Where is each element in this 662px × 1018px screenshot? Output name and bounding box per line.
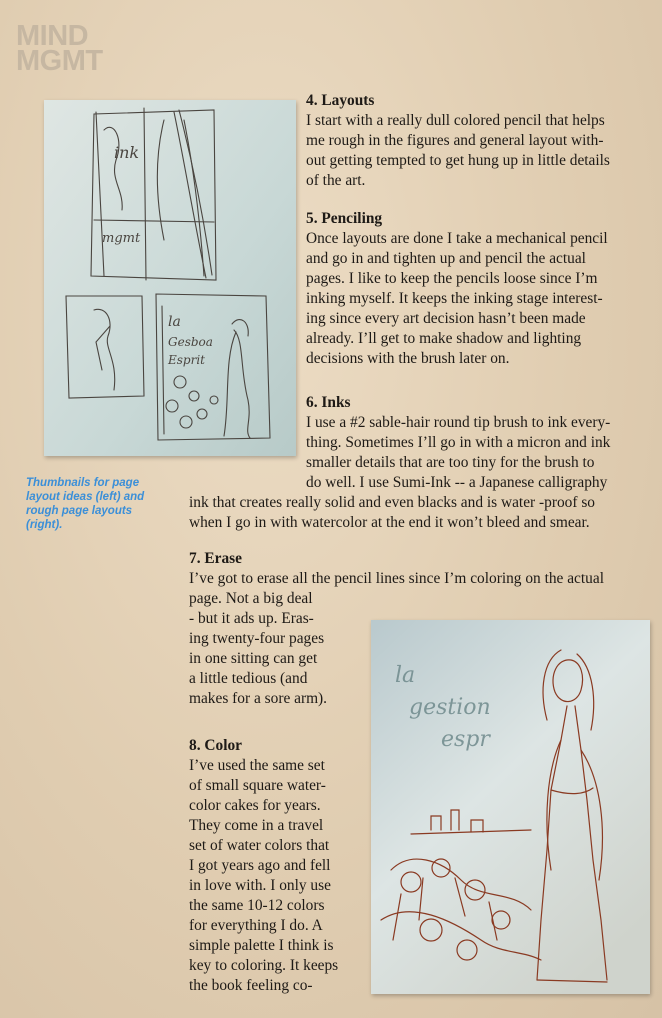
sketch-text-espr: espr	[441, 727, 490, 752]
text-line: for everything I do. A	[189, 917, 323, 934]
section-heading: 7. Erase	[189, 550, 243, 567]
rough-page-sketch-image	[371, 620, 650, 994]
mind-mgmt-logo	[16, 20, 103, 77]
text-line: ink that creates really solid and even blacks and is water -proof so	[189, 494, 596, 511]
text-line: set of water colors that	[189, 837, 330, 854]
section-inks	[306, 393, 656, 493]
text-line: when I go in with watercolor at the end it won’t bleed and smear.	[189, 514, 590, 531]
text-line: in one sitting can get	[189, 650, 318, 667]
section-heading: 5. Penciling	[306, 210, 383, 227]
section-heading: 8. Color	[189, 737, 243, 754]
text-line: and go in and tighten up and pencil the actual	[306, 250, 586, 267]
text-line: the same 10-12 colors	[189, 897, 325, 914]
sketch-text-mgmt: mgmt	[102, 231, 141, 246]
section-erase	[189, 549, 659, 589]
text-line: ing since every art decision hasn’t been made	[306, 310, 586, 327]
sketch-text-ink: ink	[114, 143, 140, 162]
text-line: pages. I like to keep the pencils loose since I’m	[306, 270, 598, 287]
sketch-text-esprit: Esprit	[168, 353, 205, 367]
sketch-text-gestion: gestion	[409, 695, 491, 720]
text-line: already. I’ll get to make shadow and lighting	[306, 330, 582, 347]
text-line: me rough in the figures and general layout with-	[306, 132, 604, 149]
text-line: makes for a sore arm).	[189, 690, 328, 707]
text-line: a little tedious (and	[189, 670, 308, 687]
text-line: page. Not a big deal	[189, 590, 313, 607]
text-line: do well. I use Sumi-Ink -- a Japanese calligraphy	[306, 474, 608, 491]
section-erase-continued	[189, 589, 369, 709]
text-line: I start with a really dull colored pencil that helps	[306, 112, 605, 129]
text-line: thing. Sometimes I’ll go in with a micron and ink	[306, 434, 611, 451]
text-line: color cakes for years.	[189, 797, 321, 814]
text-line: simple palette I think is	[189, 937, 334, 954]
section-heading: 4. Layouts	[306, 92, 375, 109]
text-line: ing twenty-four pages	[189, 630, 325, 647]
text-line: out getting tempted to get hung up in little details	[306, 152, 610, 169]
text-line: I’ve used the same set	[189, 757, 325, 774]
logo-line-2: MGMT	[16, 45, 103, 77]
text-line: Once layouts are done I take a mechanical pencil	[306, 230, 608, 247]
text-line: smaller details that are too tiny for the brush to	[306, 454, 595, 471]
text-line: key to coloring. It keeps	[189, 957, 339, 974]
text-line: They come in a travel	[189, 817, 324, 834]
section-heading: 6. Inks	[306, 394, 351, 411]
text-line: inking myself. It keeps the inking stage interest-	[306, 290, 603, 307]
text-line: I’ve got to erase all the pencil lines since I’m coloring on the actual	[189, 570, 604, 587]
image-caption: Thumbnails for page layout ideas (left) and rough page layouts (right).	[26, 477, 145, 531]
text-line: of the art.	[306, 172, 366, 189]
logo-line-1: MIND	[16, 20, 89, 52]
text-line: of small square water-	[189, 777, 326, 794]
sketch-text-gesboa: Gesboa	[168, 335, 213, 349]
section-layouts	[306, 91, 656, 191]
sketch-text-la-right: la	[395, 663, 416, 688]
text-line: I use a #2 sable-hair round tip brush to ink every-	[306, 414, 611, 431]
text-line: the book feeling co-	[189, 977, 313, 994]
sketch-text-la: la	[168, 314, 181, 330]
text-line: in love with. I only use	[189, 877, 331, 894]
thumbnail-sketch-image	[44, 100, 296, 456]
text-line: decisions with the brush later on.	[306, 350, 510, 367]
section-inks-continued	[189, 493, 659, 533]
section-penciling	[306, 209, 656, 369]
section-color	[189, 736, 371, 996]
text-line: I got years ago and fell	[189, 857, 331, 874]
text-line: - but it ads up. Eras-	[189, 610, 314, 627]
